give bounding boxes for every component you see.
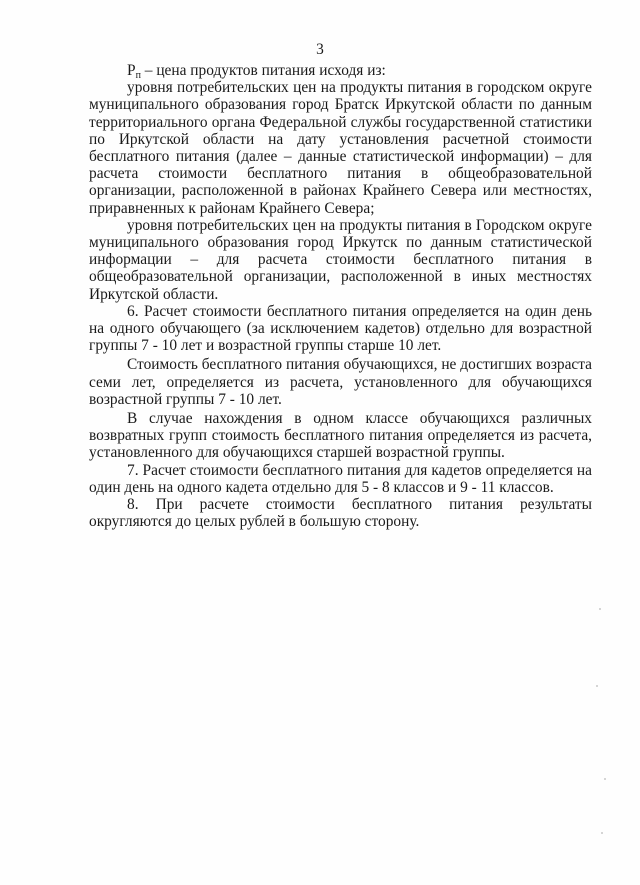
formula-variable-definition [89,62,592,79]
page-number: 3 [316,41,324,58]
paragraph-mixed-groups: В случае нахождения в одном классе обучающихся различных возвратных групп стоимость бесплатного питания определяется из расчета, установленного для обучающихся старшей возрастной группы. [89,410,592,462]
paragraph-clause-6: 6. Расчет стоимости бесплатного питания определяется на один день на одного обучающего (за исключением кадетов) отдельно для возрастной группы 7 - 10 лет и возрастной группы старше 10 лет. [89,302,592,355]
document-body [89,62,592,530]
paragraph-under-seven: Стоимость бесплатного питания обучающихся, не достигших возраста семи лет, определяется из расчета, установленного для обучающихся возрастной группы 7 - 10 лет. [89,356,592,408]
scan-speck [599,608,601,610]
paragraph-bratsk-prices: уровня потребительских цен на продукты питания в городском округе муниципального образования город Братск Иркутской области по данным территориального органа Федеральной службы государственной статистики по Иркутской области на дату установления расчетной стоимости бесплатного питания (далее – данные статистической информации) – для расчета стоимости бесплатного питания в общеобразовательной организации, расположенной в районах Крайнего Севера или местностях, приравненных к районам Крайнего Севера; [89,79,592,217]
paragraph-clause-8: 8. При расчете стоимости бесплатного питания результаты округляются до целых рублей в большую сторону. [89,496,592,531]
variable-subscript: п [135,70,141,81]
scan-speck [601,832,603,834]
scan-speck [596,685,598,687]
paragraph-irkutsk-prices: уровня потребительских цен на продукты питания в Городском округе муниципального образования город Иркутск по данным статистической информации – для расчета стоимости бесплатного питания в общеобразовательной организации, расположенной в иных местностях Иркутской области. [89,216,592,303]
paragraph-clause-7: 7. Расчет стоимости бесплатного питания для кадетов определяется на один день на одного кадета отдельно для 5 - 8 классов и 9 - 11 классов. [89,461,592,496]
scan-speck [604,778,606,780]
variable-description: – цена продуктов питания исходя из: [140,62,386,79]
variable-symbol: P [127,62,136,79]
